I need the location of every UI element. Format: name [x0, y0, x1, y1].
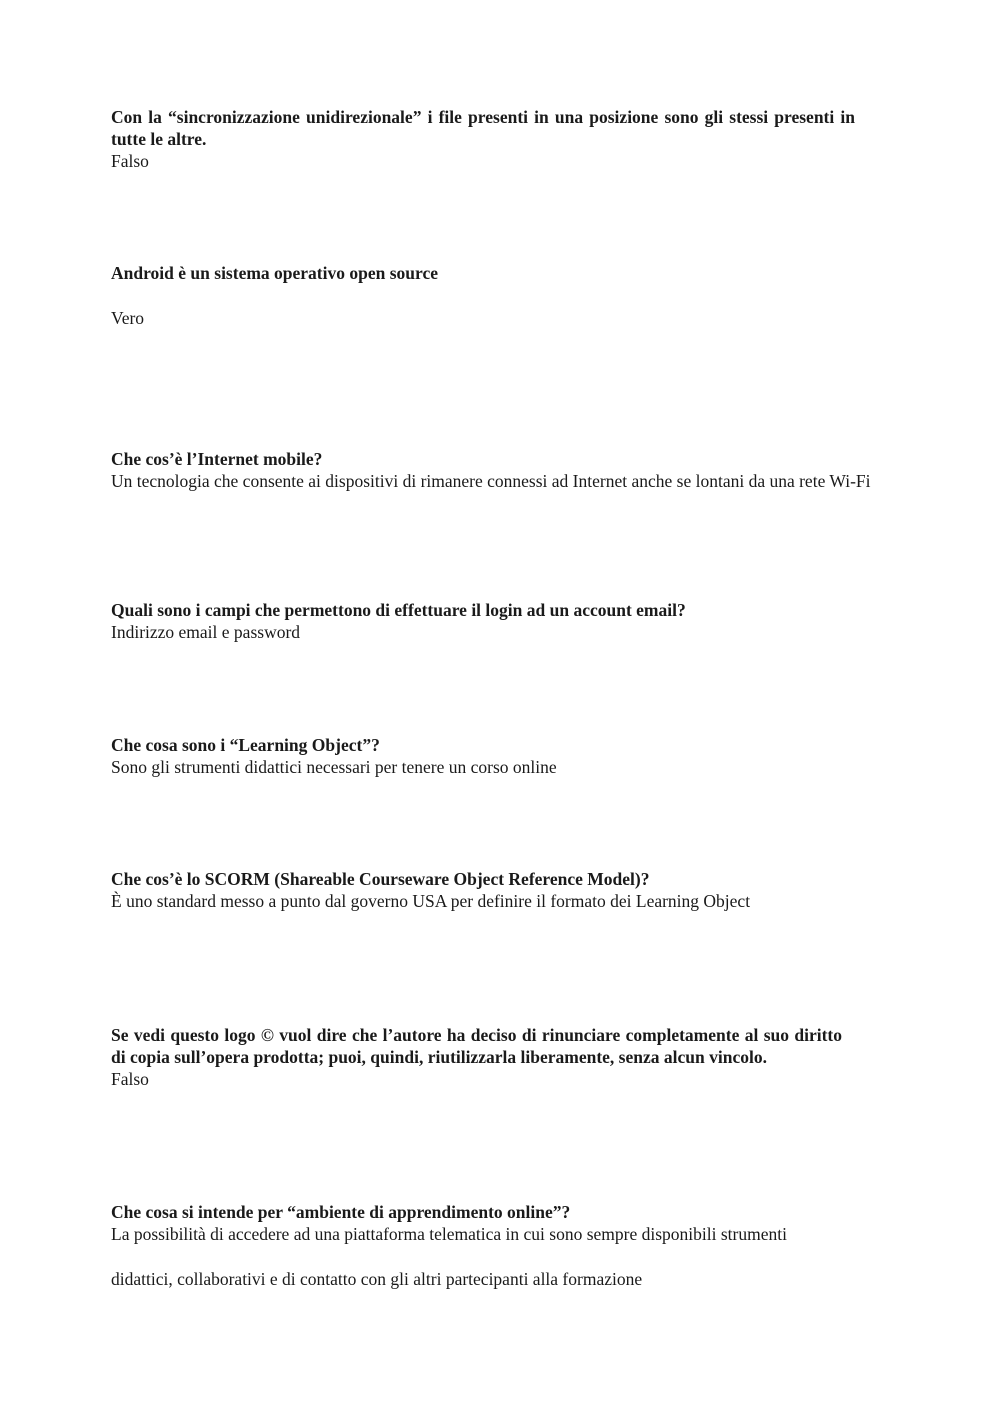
answer: Vero	[111, 308, 145, 328]
qa-item-4	[111, 599, 871, 643]
answer: La possibilità di accedere ad una piattaforma telematica in cui sono sempre disponibili strumenti	[111, 1224, 787, 1244]
qa-item-6	[111, 868, 871, 912]
qa-item-5	[111, 734, 871, 778]
question: Quali sono i campi che permettono di effettuare il login ad un account email?	[111, 600, 686, 620]
answer: Indirizzo email e password	[111, 622, 301, 642]
answer-continued: didattici, collaborativi e di contatto con gli altri partecipanti alla formazione	[111, 1269, 643, 1289]
question: Che cos’è lo SCORM (Shareable Courseware Object Reference Model)?	[111, 869, 650, 889]
question: Che cosa si intende per “ambiente di apprendimento online”?	[111, 1202, 571, 1222]
qa-item-2	[111, 262, 871, 329]
answer: Falso	[111, 1069, 149, 1089]
question: Con la “sincronizzazione unidirezionale” i file presenti in una posizione sono gli stessi presenti in tutte le altre.	[111, 107, 855, 149]
question: Se vedi questo logo © vuol dire che l’autore ha deciso di rinunciare completamente al suo diritto di copia sull’opera prodotta; puoi, quindi, riutilizzarla liberamente, senza alcun vincolo.	[111, 1025, 842, 1067]
question: Android è un sistema operativo open source	[111, 263, 439, 283]
answer: Un tecnologia che consente ai dispositivi di rimanere connessi ad Internet anche se lontani da una rete Wi-Fi	[111, 471, 871, 491]
answer: Sono gli strumenti didattici necessari per tenere un corso online	[111, 757, 557, 777]
qa-item-3	[111, 448, 871, 492]
qa-item-1	[111, 106, 855, 172]
question: Che cos’è l’Internet mobile?	[111, 449, 323, 469]
answer: Falso	[111, 151, 149, 171]
qa-item-8	[111, 1201, 881, 1290]
question: Che cosa sono i “Learning Object”?	[111, 735, 380, 755]
qa-item-7	[111, 1024, 842, 1090]
answer: È uno standard messo a punto dal governo USA per definire il formato dei Learning Object	[111, 891, 751, 911]
